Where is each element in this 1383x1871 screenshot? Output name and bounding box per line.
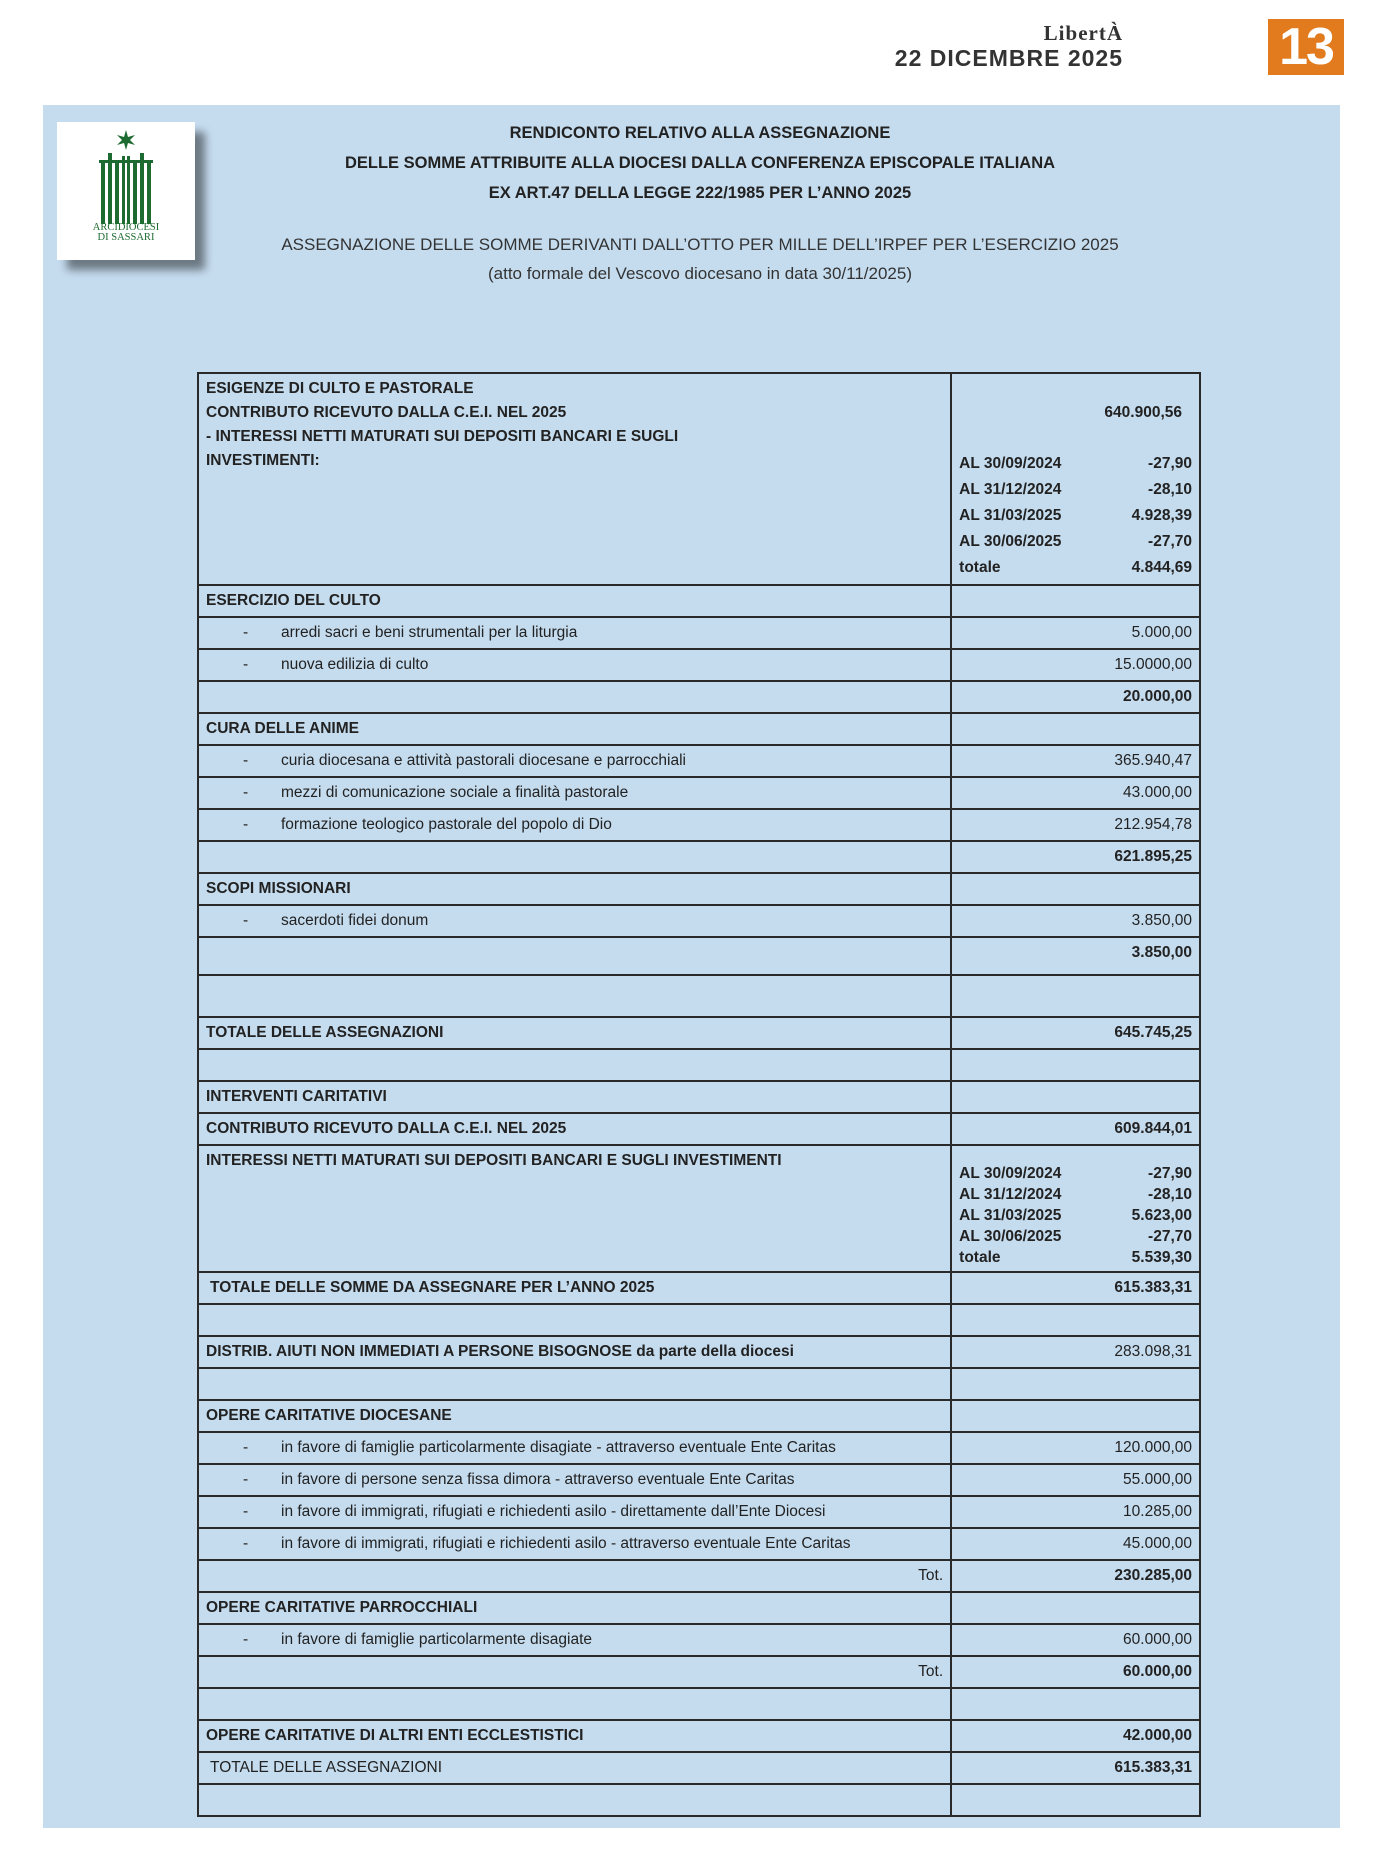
altri-enti-label: OPERE CARITATIVE DI ALTRI ENTI ECCLESTISTICI	[198, 1720, 951, 1752]
table-row: - nuova edilizia di culto 15.0000,00	[198, 649, 1200, 681]
culto-interessi-label-1: - INTERESSI NETTI MATURATI SUI DEPOSITI BANCARI E SUGLI	[206, 428, 679, 445]
logo-line-2: DI SASSARI	[97, 232, 155, 243]
culto-contributo-label: CONTRIBUTO RICEVUTO DALLA C.E.I. NEL 2025	[206, 404, 567, 421]
table-row	[198, 1081, 1200, 1113]
date-value: 4.928,39	[1131, 507, 1192, 524]
date-row	[959, 1226, 1192, 1247]
table-row: - in favore di persone senza fissa dimora - attraverso eventuale Ente Caritas 55.000,00	[198, 1464, 1200, 1496]
heading-line-2: DELLE SOMME ATTRIBUITE ALLA DIOCESI DALLA CONFERENZA EPISCOPALE ITALIANA	[344, 154, 1056, 172]
caritativi-interessi-label: INTERESSI NETTI MATURATI SUI DEPOSITI BANCARI E SUGLI INVESTIMENTI	[198, 1145, 951, 1272]
table-row: - formazione teologico pastorale del popolo di Dio 212.954,78	[198, 809, 1200, 841]
totale-assegnazioni-value: 645.745,25	[951, 1017, 1200, 1049]
date-label: totale	[959, 1249, 1001, 1266]
date-row	[959, 1205, 1192, 1226]
caritativi-contributo-label: CONTRIBUTO RICEVUTO DALLA C.E.I. NEL 2025	[198, 1113, 951, 1145]
date-value: -28,10	[1148, 481, 1192, 498]
distrib-label-tail: da parte della diocesi	[632, 1343, 794, 1360]
table-row	[198, 975, 1200, 1017]
distrib-label-bold: DISTRIB. AIUTI NON IMMEDIATI A PERSONE BISOGNOSE	[206, 1343, 632, 1360]
date-row	[959, 1163, 1192, 1184]
issue-date: 22 DICEMBRE 2025	[894, 45, 1123, 71]
date-label: AL 30/09/2024	[959, 1165, 1062, 1182]
item-value: 15.0000,00	[951, 649, 1200, 681]
item-label: in favore di immigrati, rifugiati e richiedenti asilo - direttamente dall’Ente Diocesi	[281, 1503, 826, 1520]
table-row	[198, 1400, 1200, 1432]
table-row: - curia diocesana e attività pastorali diocesane e parrocchiali 365.940,47	[198, 745, 1200, 777]
opere-parrocchiali-title: OPERE CARITATIVE PARROCCHIALI	[198, 1592, 951, 1624]
date-label: AL 31/12/2024	[959, 1186, 1062, 1203]
distrib-value: 283.098,31	[951, 1336, 1200, 1368]
item-label: sacerdoti fidei donum	[281, 912, 429, 929]
item-label: in favore di famiglie particolarmente disagiate	[281, 1631, 593, 1648]
date-row	[959, 451, 1192, 477]
item-value: 120.000,00	[951, 1432, 1200, 1464]
table-row: - in favore di immigrati, rifugiati e richiedenti asilo - direttamente dall’Ente Diocesi 10.285,00	[198, 1496, 1200, 1528]
caritativi-interest-dates	[959, 1163, 1192, 1268]
date-label: AL 30/06/2025	[959, 533, 1062, 550]
diocese-logo	[57, 122, 195, 260]
item-value: 43.000,00	[951, 777, 1200, 809]
date-value: 5.539,30	[1131, 1249, 1192, 1266]
date-label: AL 30/09/2024	[959, 455, 1062, 472]
date-label: AL 31/12/2024	[959, 481, 1062, 498]
culto-section	[198, 373, 951, 585]
heading-line-1: RENDICONTO RELATIVO ALLA ASSEGNAZIONE	[509, 124, 891, 142]
totale-assegnazioni-2-value: 615.383,31	[951, 1752, 1200, 1784]
subheading	[205, 230, 1195, 288]
table-row	[198, 1656, 1200, 1688]
item-label: in favore di immigrati, rifugiati e richiedenti asilo - attraverso eventuale Ente Caritas	[281, 1535, 851, 1552]
caritativi-totale-label: TOTALE DELLE SOMME DA ASSEGNARE PER L’ANNO 2025	[198, 1272, 951, 1304]
date-row	[959, 503, 1192, 529]
table-row	[198, 1784, 1200, 1816]
table-row	[198, 873, 1200, 905]
newspaper-name: LibertÀ	[1043, 21, 1123, 45]
item-value: 45.000,00	[951, 1528, 1200, 1560]
item-value: 10.285,00	[951, 1496, 1200, 1528]
date-row	[959, 555, 1192, 581]
item-value: 365.940,47	[951, 745, 1200, 777]
table-row: - sacerdoti fidei donum 3.850,00	[198, 905, 1200, 937]
date-row	[959, 477, 1192, 503]
date-value: 4.844,69	[1131, 559, 1192, 576]
culto-title: ESIGENZE DI CULTO E PASTORALE	[206, 380, 474, 397]
item-value: 3.850,00	[951, 905, 1200, 937]
caritativi-values	[951, 1145, 1200, 1272]
table-row	[198, 1688, 1200, 1720]
date-row	[959, 1247, 1192, 1268]
table-row: - arredi sacri e beni strumentali per la liturgia 5.000,00	[198, 617, 1200, 649]
culto-interest-dates	[959, 451, 1192, 581]
heading-line-3: EX ART.47 DELLA LEGGE 222/1985 PER L’ANNO 2025	[488, 184, 912, 202]
report-heading	[205, 118, 1195, 288]
date-label: totale	[959, 559, 1001, 576]
table-row	[198, 373, 1200, 585]
report-table	[197, 372, 1201, 1817]
item-label: arredi sacri e beni strumentali per la liturgia	[281, 624, 578, 641]
cathedral-logo-icon	[94, 126, 158, 224]
table-row	[198, 1272, 1200, 1304]
culto-interessi-label-2: INVESTIMENTI:	[206, 452, 320, 469]
missionari-title: SCOPI MISSIONARI	[198, 873, 951, 905]
item-value: 212.954,78	[951, 809, 1200, 841]
date-value: -27,70	[1148, 533, 1192, 550]
opere-diocesane-title: OPERE CARITATIVE DIOCESANE	[198, 1400, 951, 1432]
culto-values	[951, 373, 1200, 585]
caritativi-contributo-value: 609.844,01	[951, 1113, 1200, 1145]
item-label: formazione teologico pastorale del popolo di Dio	[281, 816, 612, 833]
table-row	[198, 1368, 1200, 1400]
table-row	[198, 681, 1200, 713]
totale-assegnazioni-label: TOTALE DELLE ASSEGNAZIONI	[198, 1017, 951, 1049]
opere-diocesane-tot-label: Tot.	[198, 1560, 951, 1592]
masthead	[895, 22, 1123, 70]
altri-enti-value: 42.000,00	[951, 1720, 1200, 1752]
item-value: 5.000,00	[951, 617, 1200, 649]
missionari-subtotal: 3.850,00	[951, 937, 1200, 975]
date-value: -27,90	[1148, 455, 1192, 472]
item-label: nuova edilizia di culto	[281, 656, 429, 673]
table-row	[198, 1304, 1200, 1336]
table-row	[198, 713, 1200, 745]
table-row: - mezzi di comunicazione sociale a finalità pastorale 43.000,00	[198, 777, 1200, 809]
caritativi-title: INTERVENTI CARITATIVI	[198, 1081, 951, 1113]
table-row	[198, 841, 1200, 873]
date-label: AL 31/03/2025	[959, 1207, 1062, 1224]
table-row	[198, 1049, 1200, 1081]
item-label: curia diocesana e attività pastorali diocesane e parrocchiali	[281, 752, 686, 769]
table-row	[198, 937, 1200, 975]
cura-title: CURA DELLE ANIME	[198, 713, 951, 745]
table-row: - in favore di famiglie particolarmente disagiate 60.000,00	[198, 1624, 1200, 1656]
opere-parrocchiali-tot-value: 60.000,00	[951, 1656, 1200, 1688]
item-label: mezzi di comunicazione sociale a finalità pastorale	[281, 784, 629, 801]
table-row	[198, 1113, 1200, 1145]
subheading-line-1: ASSEGNAZIONE DELLE SOMME DERIVANTI DALL’OTTO PER MILLE DELL’IRPEF PER L’ESERCIZIO 2025	[281, 235, 1119, 254]
opere-parrocchiali-tot-label: Tot.	[198, 1656, 951, 1688]
opere-diocesane-tot-value: 230.285,00	[951, 1560, 1200, 1592]
table-row	[198, 585, 1200, 617]
item-value: 55.000,00	[951, 1464, 1200, 1496]
table-row	[198, 1145, 1200, 1272]
date-value: 5.623,00	[1131, 1207, 1192, 1224]
caritativi-totale-value: 615.383,31	[951, 1272, 1200, 1304]
cura-subtotal: 621.895,25	[951, 841, 1200, 873]
table-row	[198, 1592, 1200, 1624]
date-row	[959, 1184, 1192, 1205]
esercizio-subtotal: 20.000,00	[951, 681, 1200, 713]
date-value: -28,10	[1148, 1186, 1192, 1203]
totale-assegnazioni-2-label: TOTALE DELLE ASSEGNAZIONI	[198, 1752, 951, 1784]
table-row	[198, 1336, 1200, 1368]
logo-line-1: ARCIDIOCESI	[92, 222, 160, 233]
esercizio-title: ESERCIZIO DEL CULTO	[198, 585, 951, 617]
culto-contributo-value: 640.900,56	[1104, 404, 1182, 421]
table-row: - in favore di immigrati, rifugiati e richiedenti asilo - attraverso eventuale Ente Caritas 45.000,00	[198, 1528, 1200, 1560]
date-row	[959, 529, 1192, 555]
date-value: -27,70	[1148, 1228, 1192, 1245]
date-label: AL 31/03/2025	[959, 507, 1062, 524]
item-label: in favore di famiglie particolarmente disagiate - attraverso eventuale Ente Caritas	[281, 1439, 836, 1456]
table-row	[198, 1560, 1200, 1592]
table-row	[198, 1752, 1200, 1784]
table-row: - in favore di famiglie particolarmente disagiate - attraverso eventuale Ente Caritas 120.000,00	[198, 1432, 1200, 1464]
item-label: in favore di persone senza fissa dimora - attraverso eventuale Ente Caritas	[281, 1471, 795, 1488]
date-value: -27,90	[1148, 1165, 1192, 1182]
page-number: 13	[1268, 19, 1344, 75]
table-row	[198, 1017, 1200, 1049]
table-row	[198, 1720, 1200, 1752]
distrib-label	[198, 1336, 951, 1368]
date-label: AL 30/06/2025	[959, 1228, 1062, 1245]
item-value: 60.000,00	[951, 1624, 1200, 1656]
subheading-line-2: (atto formale del Vescovo diocesano in data 30/11/2025)	[487, 264, 913, 283]
